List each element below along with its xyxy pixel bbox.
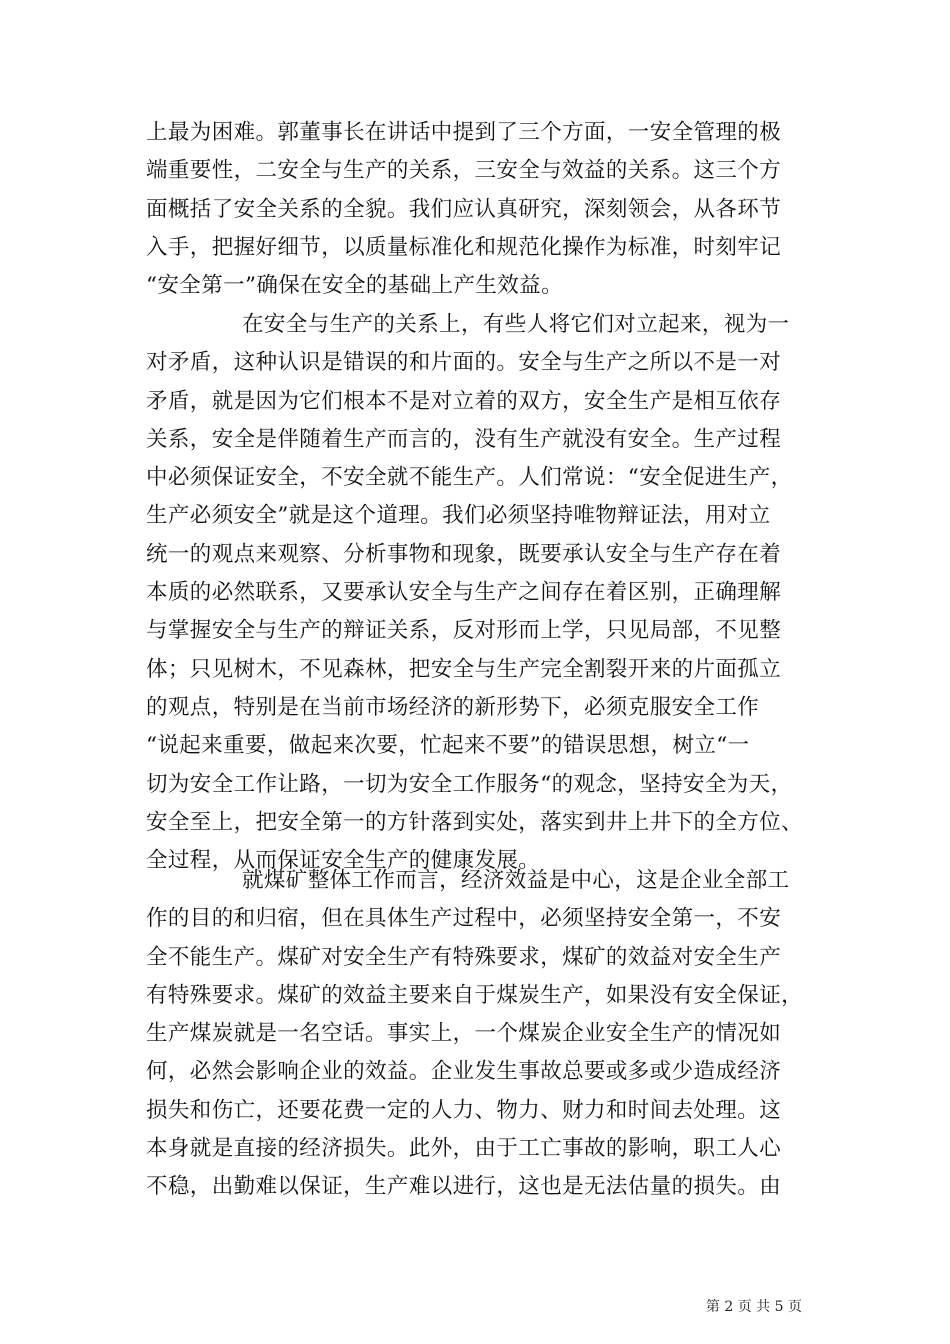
page-number: 第 2 页 共 5 页 — [705, 1299, 802, 1315]
paragraph-line: 有特殊要求。煤矿的效益主要来自于煤炭生产，如果没有安全保证， — [146, 982, 804, 1008]
paragraph-line: 生产煤炭就是一名空话。事实上，一个煤炭企业安全生产的情况如 — [146, 1021, 782, 1047]
paragraph-2 — [146, 306, 814, 880]
paragraph-line: 全过程，从而保证安全生产的健康发展。 — [146, 848, 541, 874]
paragraph-line: 关系，安全是伴随着生产而言的，没有生产就没有安全。生产过程 — [146, 426, 782, 452]
paragraph-line: 全不能生产。煤矿对安全生产有特殊要求，煤矿的效益对安全生产 — [146, 944, 782, 970]
paragraph-line: 不稳，出勤难以保证，生产难以进行，这也是无法估量的损失。由 — [146, 1174, 782, 1200]
paragraph-line: “说起来重要，做起来次要，忙起来不要”的错误思想，树立“一 — [146, 733, 750, 759]
paragraph-3 — [146, 862, 814, 1207]
paragraph-line: 切为安全工作让路，一切为安全工作服务“的观念，坚持安全为天， — [146, 771, 793, 797]
paragraph-1 — [146, 114, 814, 305]
paragraph-line: 与掌握安全与生产的辩证关系，反对形而上学，只见局部，不见整 — [146, 618, 782, 644]
paragraph-line: 在安全与生产的关系上，有些人将它们对立起来，视为一 — [242, 312, 790, 337]
paragraph-line: 何，必然会影响企业的效益。企业发生事故总要或多或少造成经济 — [146, 1059, 782, 1085]
paragraph-line: “安全第一”确保在安全的基础上产生效益。 — [146, 273, 563, 299]
paragraph-line: 生产必须安全”就是这个道理。我们必须坚持唯物辩证法，用对立 — [146, 503, 771, 529]
paragraph-line: 安全至上，把安全第一的方针落到实处，落实到井上井下的全方位、 — [146, 809, 804, 835]
paragraph-line: 损失和伤亡，还要花费一定的人力、物力、财力和时间去处理。这 — [146, 1097, 782, 1123]
paragraph-line: 入手，把握好细节，以质量标准化和规范化操作为标准，时刻牢记 — [146, 234, 782, 260]
paragraph-line: 端重要性，二安全与生产的关系，三安全与效益的关系。这三个方 — [146, 158, 782, 184]
paragraph-line: 作的目的和归宿，但在具体生产过程中，必须坚持安全第一，不安 — [146, 906, 782, 932]
paragraph-line: 体；只见树木，不见森林，把安全与生产完全割裂开来的片面孤立 — [146, 656, 782, 682]
paragraph-line: 的观点，特别是在当前市场经济的新形势下，必须克服安全工作 — [146, 694, 760, 720]
paragraph-line: 面概括了安全关系的全貌。我们应认真研究，深刻领会，从各环节 — [146, 196, 782, 222]
paragraph-line: 对矛盾，这种认识是错误的和片面的。安全与生产之所以不是一对 — [146, 350, 782, 376]
paragraph-line: 本身就是直接的经济损失。此外，由于工亡事故的影响，职工人心 — [146, 1136, 782, 1162]
paragraph-line: 就煤矿整体工作而言，经济效益是中心，这是企业全部工 — [242, 868, 790, 893]
paragraph-line: 上最为困难。郭董事长在讲话中提到了三个方面，一安全管理的极 — [146, 120, 782, 145]
paragraph-line: 本质的必然联系，又要承认安全与生产之间存在着区别，正确理解 — [146, 580, 782, 606]
paragraph-line: 矛盾，就是因为它们根本不是对立着的双方，安全生产是相互依存 — [146, 388, 782, 414]
paragraph-line: 中必须保证安全，不安全就不能生产。人们常说：“安全促进生产， — [146, 465, 793, 491]
paragraph-line: 统一的观点来观察、分析事物和现象，既要承认安全与生产存在着 — [146, 541, 782, 567]
